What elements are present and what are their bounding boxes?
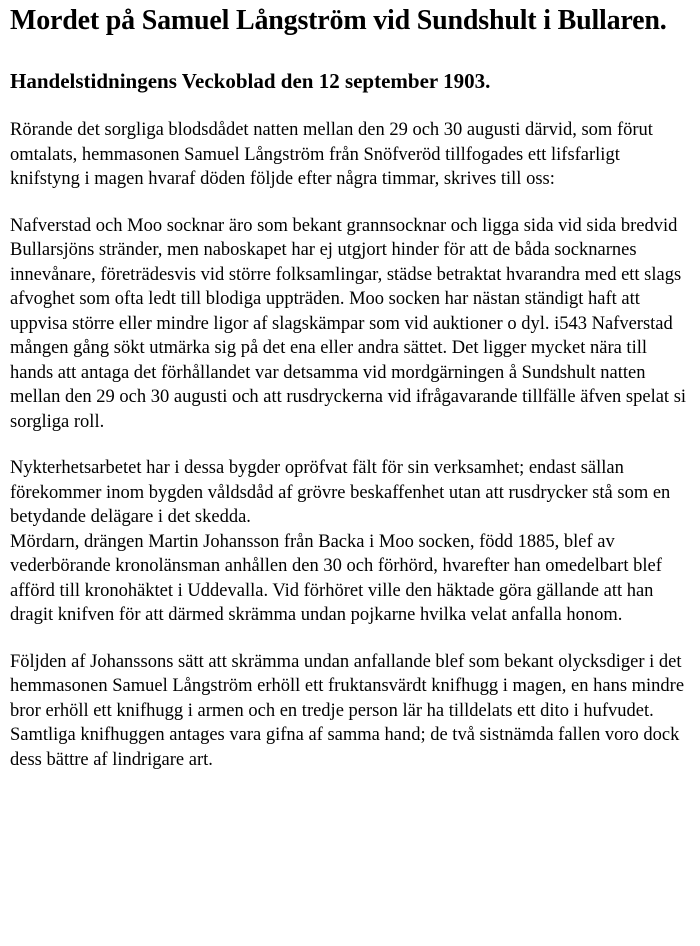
document-page [10,0,694,772]
document-title: Mordet på Samuel Långström vid Sundshult i Bullaren. [10,5,667,36]
paragraph-intro: Rörande det sorgliga blodsdådet natten mellan den 29 och 30 augusti därvid, som förut omtalats, hemmasonen Samuel Långström från Snöfveröd tillfogades ett lifsfarligt knifstyng i magen hvaraf döden följde efter några timmar, skrives till oss: [10,120,653,189]
paragraph-consequence: Följden af Johanssons sätt att skrämma undan anfallande blef som bekant olycksdiger i det hemmasonen Samuel Långström erhöll ett fruktansvärdt knifhugg i magen, en hans mindre bror erhöll ett knifhugg i armen och en tredje person lär ha tilldelats ett dito i hufvudet. Samtliga knifhuggen antages vara gifna af samma hand; de två sistnämda fallen voro dock dess bättre af lindrigare art. [10,651,685,770]
paragraph-parishes: Nafverstad och Moo socknar äro som bekant grannsocknar och ligga sida vid sida bredvid Bullarsjöns stränder, men naboskapet har ej utgjort hinder för att de båda socknarnes innevånare, företrädesvis vid större folksamlingar, städse betraktat hvarandra med ett slags afvoghet som ofta ledt till blodiga uppträden. Moo socken har nästan ständigt haft att uppvisa större eller mindre ligor af slagskämpar som vid auktioner o dyl. i543 Nafverstad mången gång sökt utmärka sig på det ena eller andra sättet. Det ligger mycket nära till hands att antaga det förhållandet var detsamma vid mordgärningen å Sundshult natten mellan den 29 och 30 augusti och att rusdryckerna vid ifrågavarande tillfälle äfven spelat si sorgliga roll. [10,215,687,432]
paragraph-temperance: Nykterhetsarbetet har i dessa bygder opröfvat fält för sin verksamhet; endast sällan förekommer inom bygden våldsdåd af grövre beskaffenhet utan att rusdrycker stå som en betydande delägare i det skedda. [10,458,671,527]
paragraph-murderer: Mördarn, drängen Martin Johansson från Backa i Moo socken, född 1885, blef av vederbörande kronolänsman anhållen den 30 och förhörd, hvarefter han omedelbart blef afförd till kronohäktet i Uddevalla. Vid förhöret ville den häktade göra gällande att han dragit knifven för att därmed skrämma undan pojkarne hvilka velat anfalla honom. [10,531,662,625]
document-subtitle: Handelstidningens Veckoblad den 12 september 1903. [10,69,491,93]
